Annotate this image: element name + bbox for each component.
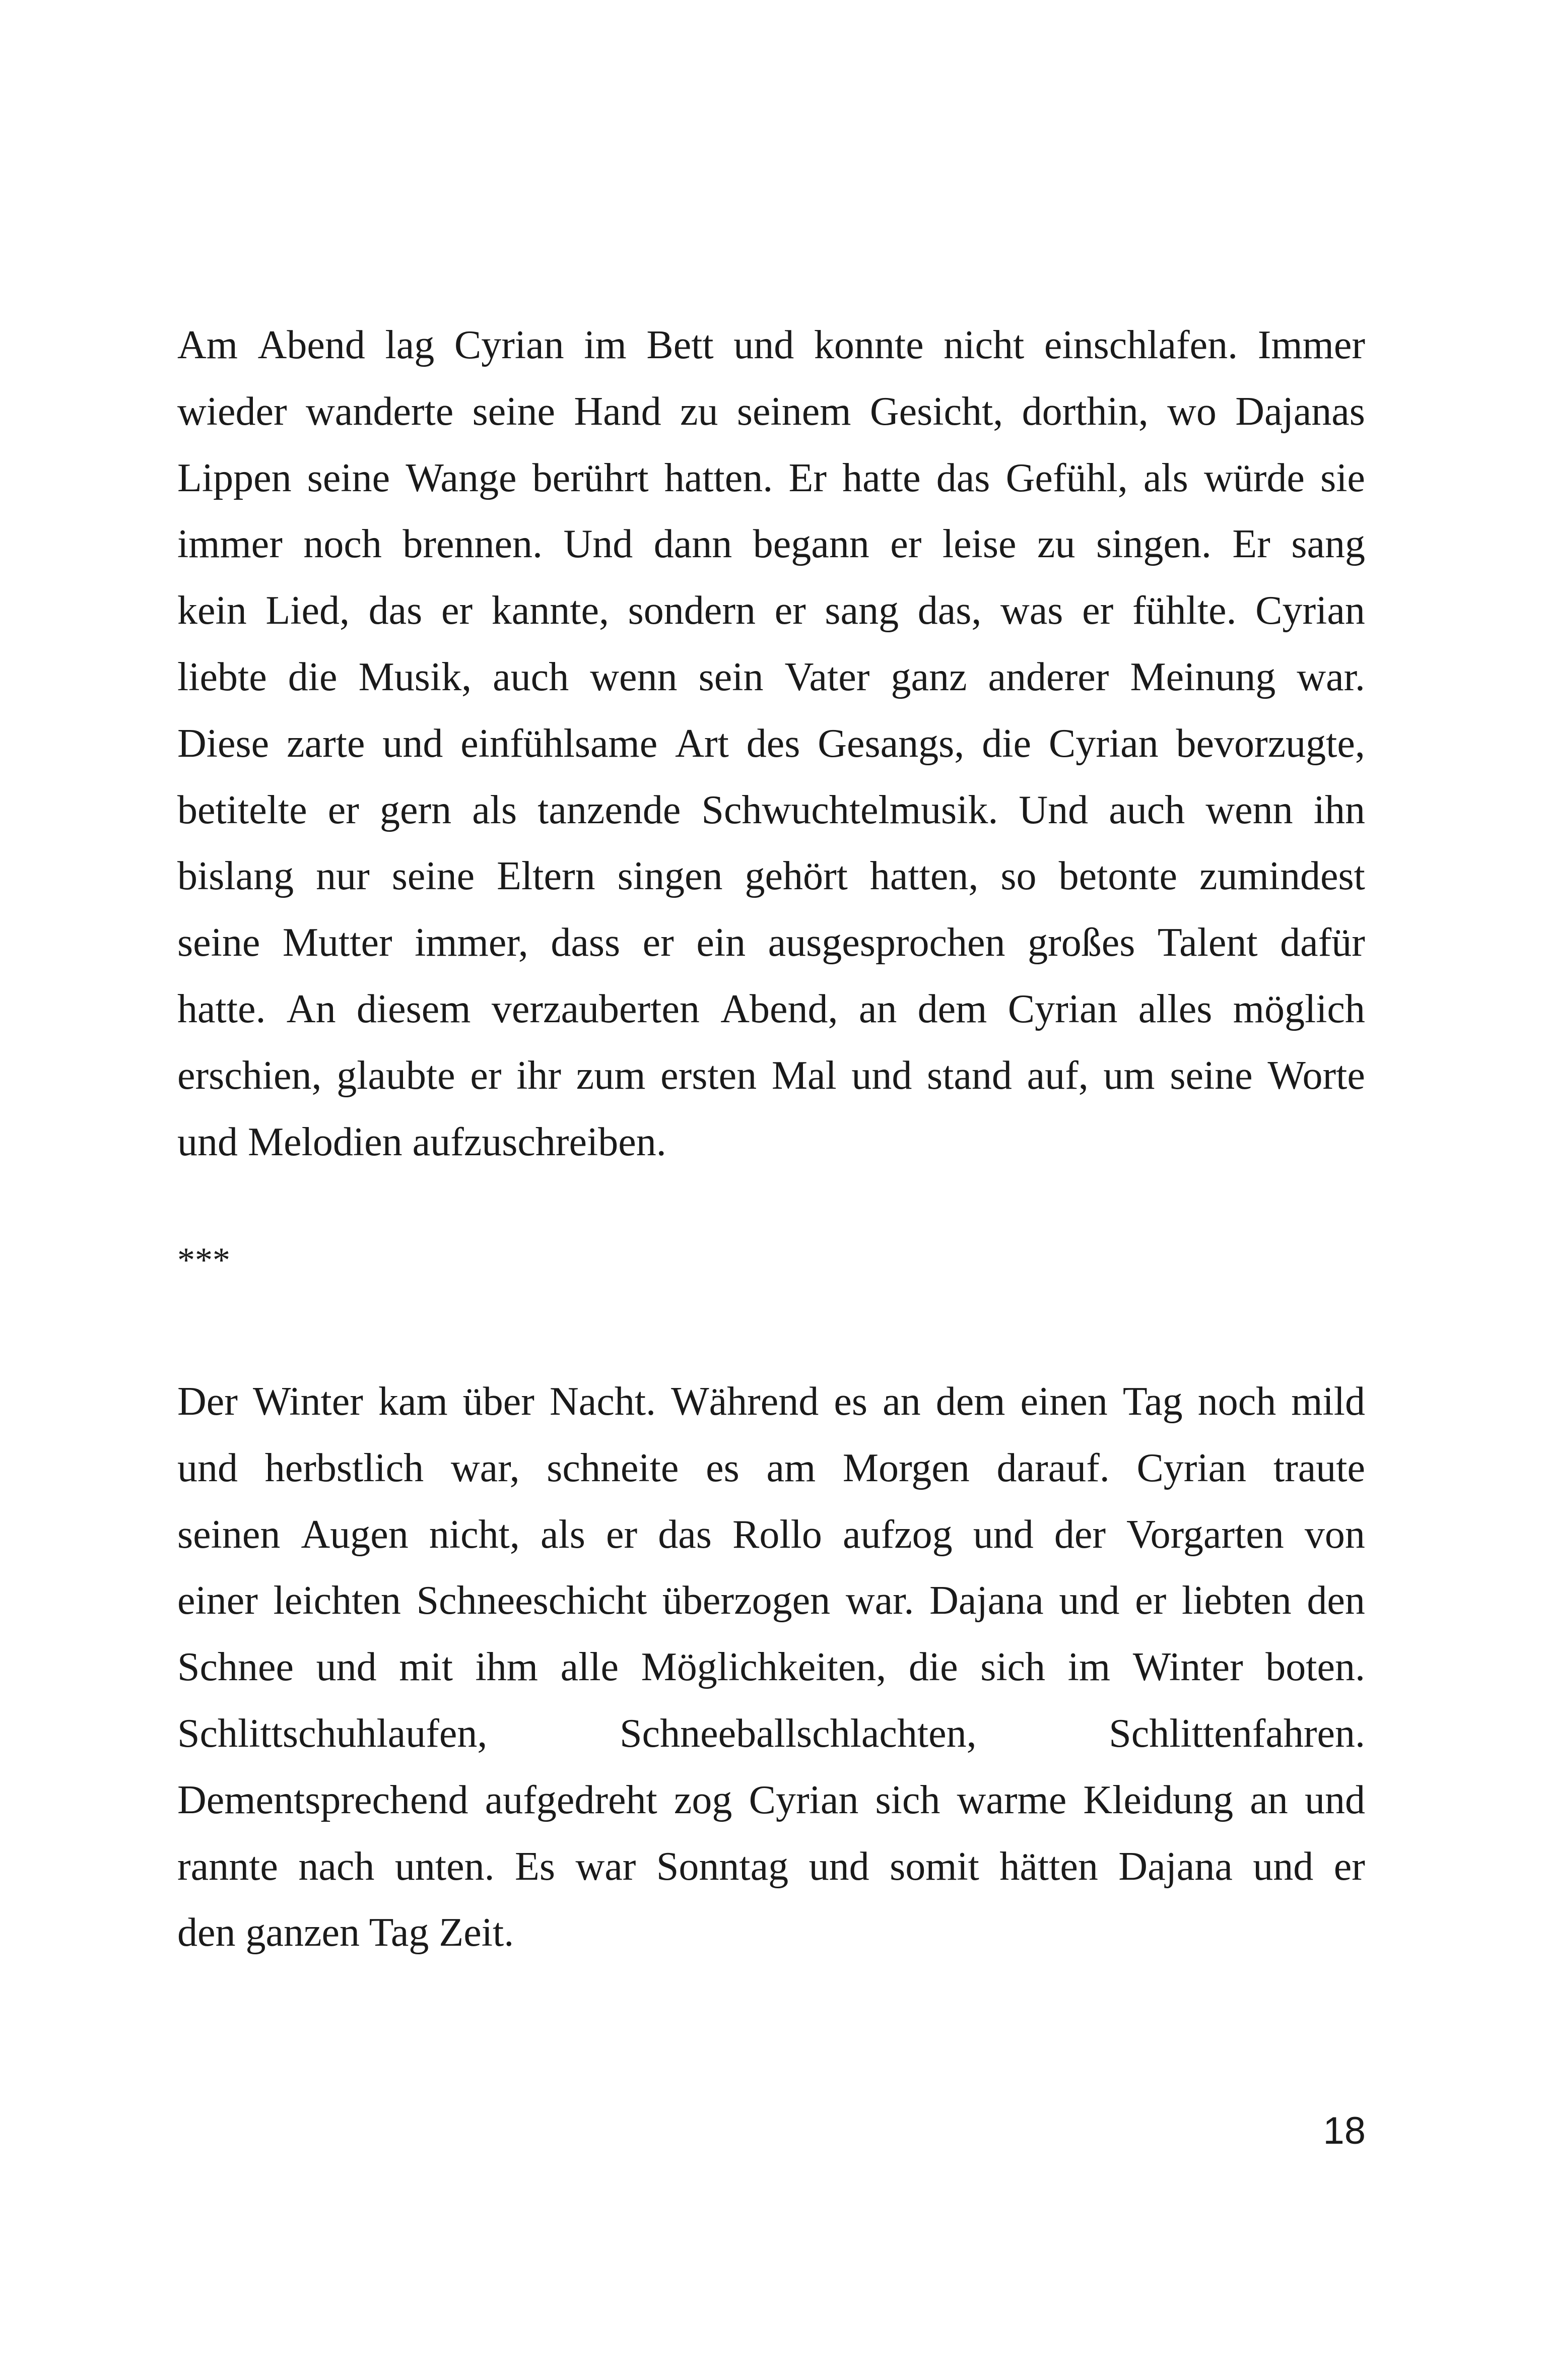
text-line: erschien, glaubte er ihr zum ersten Mal und stand auf, um seine Worte xyxy=(177,1053,1365,1098)
text-line: und herbstlich war, schneite es am Morgen darauf. Cyrian traute xyxy=(177,1445,1365,1490)
paragraph-2 xyxy=(177,1369,1365,1966)
text-line: Dementsprechend aufgedreht zog Cyrian sich warme Kleidung an und xyxy=(177,1777,1365,1822)
text-line: wieder wanderte seine Hand zu seinem Gesicht, dorthin, wo Dajanas xyxy=(177,389,1365,434)
text-line: seinen Augen nicht, als er das Rollo aufzog und der Vorgarten von xyxy=(177,1512,1365,1557)
text-line: Der Winter kam über Nacht. Während es an dem einen Tag noch mild xyxy=(177,1379,1365,1424)
text-line: hatte. An diesem verzauberten Abend, an dem Cyrian alles möglich xyxy=(177,986,1365,1031)
text-line: kein Lied, das er kannte, sondern er sang das, was er fühlte. Cyrian xyxy=(177,588,1365,633)
text-line: Lippen seine Wange berührt hatten. Er hatte das Gefühl, als würde sie xyxy=(177,455,1365,500)
scene-separator: *** xyxy=(177,1241,230,1280)
text-line: seine Mutter immer, dass er ein ausgesprochen großes Talent dafür xyxy=(177,920,1365,965)
text-line: Am Abend lag Cyrian im Bett und konnte nicht einschlafen. Immer xyxy=(177,323,1365,367)
text-line: Diese zarte und einfühlsame Art des Gesangs, die Cyrian bevorzugte, xyxy=(177,721,1365,766)
text-line: bislang nur seine Eltern singen gehört hatten, so betonte zumindest xyxy=(177,854,1365,899)
text-line: betitelte er gern als tanzende Schwuchtelmusik. Und auch wenn ihn xyxy=(177,787,1365,832)
text-line: den ganzen Tag Zeit. xyxy=(177,1910,514,1955)
text-line: einer leichten Schneeschicht überzogen war. Dajana und er liebten den xyxy=(177,1578,1365,1623)
paragraph-1 xyxy=(177,312,1365,1175)
text-line: Schnee und mit ihm alle Möglichkeiten, die sich im Winter boten. xyxy=(177,1645,1365,1690)
page-number: 18 xyxy=(1323,2109,1366,2152)
text-line: rannte nach unten. Es war Sonntag und somit hätten Dajana und er xyxy=(177,1844,1365,1889)
text-line: immer noch brennen. Und dann begann er leise zu singen. Er sang xyxy=(177,522,1365,567)
text-line: liebte die Musik, auch wenn sein Vater ganz anderer Meinung war. xyxy=(177,654,1365,699)
text-line: und Melodien aufzuschreiben. xyxy=(177,1119,666,1164)
text-line: Schlittschuhlaufen, Schneeballschlachten, Schlittenfahren. xyxy=(177,1711,1365,1756)
